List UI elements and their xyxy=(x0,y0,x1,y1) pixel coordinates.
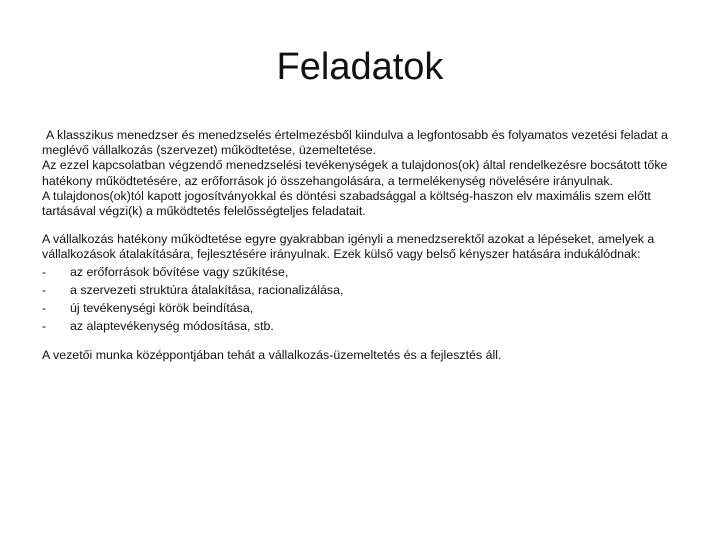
transformation-list xyxy=(42,263,682,335)
list-item-text: új tevékenységi körök beindítása, xyxy=(70,300,254,315)
paragraph-gap xyxy=(42,335,682,348)
list-dash: - xyxy=(42,300,47,315)
slide-body xyxy=(42,128,682,363)
list-dash: - xyxy=(42,282,47,297)
paragraph-conclusion: A vezetői munka középpontjában tehát a vállalkozás-üzemeltetés és a fejlesztés áll. xyxy=(42,347,502,362)
list-item xyxy=(42,281,682,299)
paragraph-management-activities: Az ezzel kapcsolatban végzendő menedzselési tevékenységek a tulajdonos(ok) által rendelkezésre bocsátott tőke hatékony működtetésére, az erőforrások jó összehangolására, a termelékenység növelésére irányulnak. xyxy=(42,158,668,188)
paragraph-transformation-intro: A vállalkozás hatékony működtetése egyre gyakrabban igényli a menedzserektől azokat a lépéseket, amelyek a vállalkozások átalakítására, fejlesztésére irányulnak. Ezek külső vagy belső kényszer hatására indukálódnak: xyxy=(42,232,655,262)
list-item xyxy=(42,317,682,335)
list-item-text: a szervezeti struktúra átalakítása, racionalizálása, xyxy=(70,282,344,297)
list-dash: - xyxy=(42,318,47,333)
list-item-text: az alaptevékenység módosítása, stb. xyxy=(70,318,274,333)
paragraph-gap xyxy=(42,219,682,232)
slide-title: Feladatok xyxy=(276,46,444,88)
list-item-text: az erőforrások bővítése vagy szűkítése, xyxy=(70,264,289,279)
paragraph-owner-authority: A tulajdonos(ok)tól kapott jogosítványokkal és döntési szabadsággal a költség-haszon elv maximális szem előtt tartásával végzi(k) a működtetés felelősségteljes feladatait. xyxy=(42,188,651,219)
list-dash: - xyxy=(42,264,47,279)
paragraph-classic-management: A klasszikus menedzser és menedzselés értelmezésből kiindulva a legfontosabb és folyamatos vezetési feladat a meglévő vállalkozás (szervezet) működtetése, üzemeltetése. xyxy=(42,128,668,158)
list-item xyxy=(42,299,682,317)
list-item xyxy=(42,263,682,281)
